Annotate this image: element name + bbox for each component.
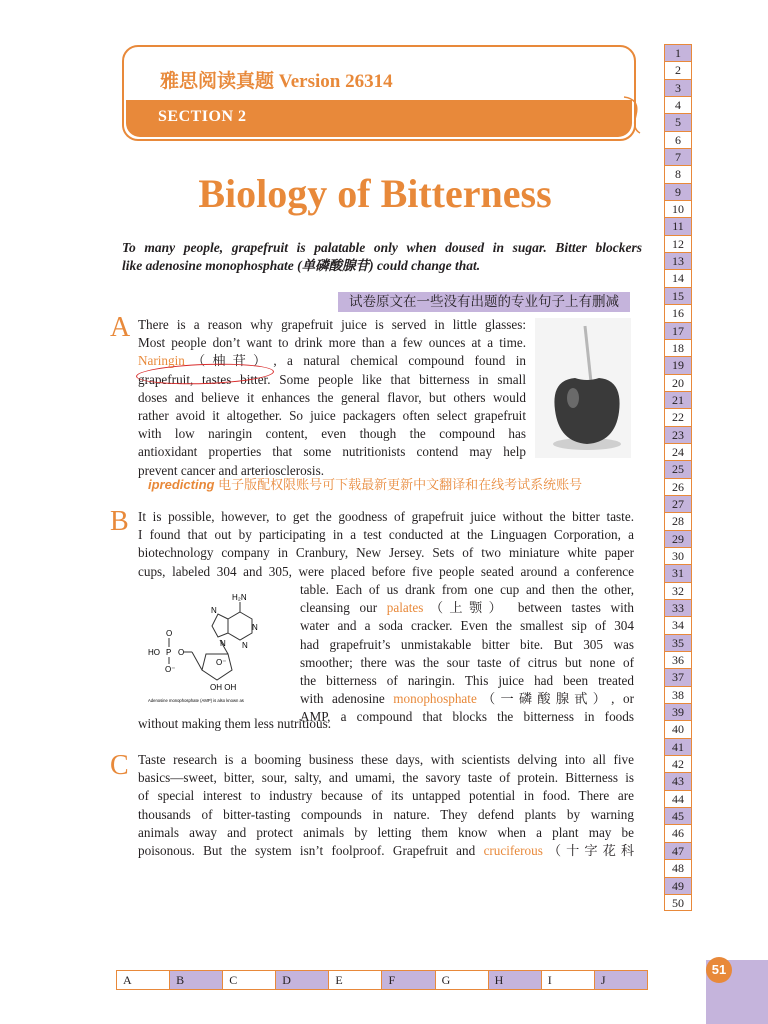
question-number-cell[interactable]: 18 bbox=[664, 339, 692, 356]
question-number-cell[interactable]: 27 bbox=[664, 495, 692, 512]
answer-letter-cell[interactable]: H bbox=[488, 970, 541, 990]
question-number-cell[interactable]: 7 bbox=[664, 148, 692, 165]
text-line: with low naringin content, even though the compound has bbox=[138, 426, 526, 442]
molecule-label: H₂N bbox=[232, 593, 247, 602]
watermark-text: 电子版配权限账号可下载最新更新中文翻译和在线考试系统账号 bbox=[214, 477, 583, 492]
question-number-cell[interactable]: 31 bbox=[664, 564, 692, 581]
question-number-cell[interactable]: 16 bbox=[664, 304, 692, 321]
question-number-cell[interactable]: 41 bbox=[664, 738, 692, 755]
text-line: doses and believe it enhances the general flavor, but others would bbox=[138, 389, 526, 405]
text-fragment: poisonous. But the system isn’t foolproof. Grapefruit and bbox=[138, 843, 484, 859]
question-number-cell[interactable]: 13 bbox=[664, 252, 692, 269]
text-line: had grapefruit’s unmistakable bitter bite. But 305 was bbox=[300, 636, 634, 652]
question-number-cell[interactable]: 21 bbox=[664, 391, 692, 408]
header-curl-icon bbox=[622, 95, 642, 135]
question-number-cell[interactable]: 25 bbox=[664, 460, 692, 477]
text-line: cups, labeled 304 and 305, were placed before five people seated around a conference bbox=[138, 563, 634, 579]
question-number-cell[interactable]: 9 bbox=[664, 183, 692, 200]
header-title: 雅思阅读真题 Version 26314 bbox=[160, 71, 393, 92]
paragraph-letter-b: B bbox=[110, 506, 129, 537]
answer-letter-cell[interactable]: D bbox=[275, 970, 328, 990]
question-number-cell[interactable]: 2 bbox=[664, 61, 692, 78]
term-naringin: Naringin bbox=[138, 353, 185, 369]
text-fragment: （上颚） between tastes with bbox=[423, 600, 634, 616]
text-line: water and a soda cracker. Even the smallest sip of 304 bbox=[300, 618, 634, 634]
question-number-cell[interactable]: 42 bbox=[664, 755, 692, 772]
molecule-label: O⁻ bbox=[165, 665, 176, 674]
paragraph-letter-a: A bbox=[110, 312, 131, 343]
molecule-caption: Adenosine monophosphate (AMP) is also known as bbox=[148, 698, 244, 703]
question-number-cell[interactable]: 29 bbox=[664, 530, 692, 547]
question-number-cell[interactable]: 50 bbox=[664, 894, 692, 911]
question-number-cell[interactable]: 45 bbox=[664, 807, 692, 824]
question-number-cell[interactable]: 46 bbox=[664, 824, 692, 841]
question-number-cell[interactable]: 19 bbox=[664, 356, 692, 373]
candy-apple-image bbox=[535, 318, 631, 458]
text-line: smoother; there was the sour taste of citrus but none of bbox=[300, 654, 634, 670]
text-line: table. Each of us drank from one cup and then the other, bbox=[300, 582, 634, 597]
question-number-cell[interactable]: 43 bbox=[664, 772, 692, 789]
article-title: Biology of Bitterness bbox=[198, 171, 552, 216]
deletion-notice: 试卷原文在一些没有出题的专业句子上有删减 bbox=[338, 292, 630, 312]
question-number-cell[interactable]: 30 bbox=[664, 547, 692, 564]
answer-letter-cell[interactable]: A bbox=[116, 970, 169, 990]
molecule-label: N bbox=[252, 623, 258, 632]
text-line: animals away and protect animals by letting them know when a plant may be bbox=[138, 824, 634, 840]
question-number-cell[interactable]: 6 bbox=[664, 131, 692, 148]
question-number-cell[interactable]: 1 bbox=[664, 44, 692, 61]
paragraph-letter-c: C bbox=[110, 750, 129, 781]
text-line: prevent cancer and arteriosclerosis. bbox=[138, 462, 324, 478]
answer-letter-cell[interactable]: C bbox=[222, 970, 275, 990]
question-number-cell[interactable]: 17 bbox=[664, 322, 692, 339]
text-line: grapefruit, tastes bitter. Some people like that bitterness in small bbox=[138, 371, 526, 387]
page-number: 51 bbox=[706, 957, 732, 983]
amp-molecule-diagram bbox=[148, 590, 296, 710]
text-line: There is a reason why grapefruit juice is served in little glasses: bbox=[138, 317, 526, 332]
molecule-label: HO bbox=[148, 648, 160, 657]
subtitle-line: To many people, grapefruit is palatable only when doused in sugar. Bitter blockers bbox=[122, 240, 642, 255]
question-number-cell[interactable]: 40 bbox=[664, 720, 692, 737]
question-number-cell[interactable]: 5 bbox=[664, 113, 692, 130]
question-number-cell[interactable]: 34 bbox=[664, 616, 692, 633]
text-line: antioxidant properties that some nutritionists contend may help bbox=[138, 444, 526, 460]
question-number-column bbox=[664, 44, 692, 911]
answer-letter-cell[interactable]: J bbox=[594, 970, 648, 990]
question-number-cell[interactable]: 28 bbox=[664, 512, 692, 529]
molecule-label: P bbox=[166, 648, 172, 657]
molecule-label: N bbox=[211, 606, 217, 615]
question-number-cell[interactable]: 14 bbox=[664, 269, 692, 286]
question-number-cell[interactable]: 20 bbox=[664, 374, 692, 391]
text-line: AMP, a compound that blocks the bitterness in foods bbox=[300, 709, 634, 725]
molecule-label: N bbox=[220, 639, 226, 648]
question-number-cell[interactable]: 24 bbox=[664, 443, 692, 460]
section-label: SECTION 2 bbox=[158, 108, 247, 125]
question-number-cell[interactable]: 36 bbox=[664, 651, 692, 668]
molecule-label: N bbox=[242, 641, 248, 650]
question-number-cell[interactable]: 12 bbox=[664, 235, 692, 252]
text-line bbox=[300, 690, 634, 708]
text-line bbox=[138, 842, 634, 860]
term-cruciferous: cruciferous bbox=[483, 843, 543, 859]
question-number-cell[interactable]: 26 bbox=[664, 478, 692, 495]
text-fragment: （一磷酸腺甙）, or bbox=[476, 691, 634, 707]
text-line: It is possible, however, to get the goodness of grapefruit juice without the bitter taste. bbox=[138, 509, 634, 524]
text-line: the bitterness of naringin. This juice had been treated bbox=[300, 673, 634, 689]
term-palates: palates bbox=[386, 600, 424, 616]
text-line: without making them less nutritious. bbox=[138, 716, 332, 731]
answer-letter-row bbox=[116, 970, 648, 990]
question-number-cell[interactable]: 44 bbox=[664, 790, 692, 807]
answer-letter-cell[interactable]: B bbox=[169, 970, 222, 990]
question-number-cell[interactable]: 38 bbox=[664, 686, 692, 703]
question-number-cell[interactable]: 23 bbox=[664, 426, 692, 443]
paragraph-a bbox=[138, 316, 526, 480]
answer-letter-cell[interactable]: F bbox=[381, 970, 434, 990]
text-line: Most people don’t want to drink more than a few ounces at a time. bbox=[138, 335, 526, 351]
paragraph-b-bottom bbox=[138, 715, 634, 733]
paragraph-b-top bbox=[138, 508, 634, 581]
text-line: biotechnology company in Cranbury, New Jersey. Sets of two miniature white paper bbox=[138, 545, 634, 561]
molecule-label: O bbox=[166, 629, 173, 638]
question-number-cell[interactable]: 49 bbox=[664, 877, 692, 894]
question-number-cell[interactable]: 33 bbox=[664, 599, 692, 616]
text-fragment: cleansing our bbox=[300, 600, 387, 616]
subtitle-line: like adenosine monophosphate (单磷酸腺苷) could change that. bbox=[122, 258, 481, 273]
question-number-cell[interactable]: 8 bbox=[664, 165, 692, 182]
answer-letter-cell[interactable]: I bbox=[541, 970, 594, 990]
question-number-cell[interactable]: 3 bbox=[664, 79, 692, 96]
text-line: I found that out by participating in a test conducted at the Linguagen Corporation, a bbox=[138, 527, 634, 543]
question-number-cell[interactable]: 48 bbox=[664, 859, 692, 876]
text-line: basics—sweet, bitter, sour, salty, and umami, the savory taste of protein. Bitterness is bbox=[138, 770, 634, 786]
molecule-label: O bbox=[178, 648, 185, 657]
question-number-cell[interactable]: 11 bbox=[664, 217, 692, 234]
question-number-cell[interactable]: 4 bbox=[664, 96, 692, 113]
article-subtitle bbox=[122, 239, 642, 275]
question-number-cell[interactable]: 47 bbox=[664, 842, 692, 859]
term-monophosphate: monophosphate bbox=[393, 691, 477, 707]
answer-letter-cell[interactable]: E bbox=[328, 970, 381, 990]
text-fragment: （柚苷）, a natural chemical compound found in bbox=[184, 353, 526, 369]
question-number-cell[interactable]: 39 bbox=[664, 703, 692, 720]
text-fragment: （十字花科 bbox=[542, 843, 635, 859]
question-number-cell[interactable]: 10 bbox=[664, 200, 692, 217]
text-fragment: with adenosine bbox=[300, 691, 394, 707]
question-number-cell[interactable]: 22 bbox=[664, 408, 692, 425]
molecule-label: O⁻ bbox=[216, 658, 227, 667]
text-line: thousands of bitter-tasting compounds in nature. They defend plants by warning bbox=[138, 806, 634, 822]
paragraph-b-right bbox=[300, 581, 634, 727]
text-line bbox=[300, 599, 634, 617]
question-number-cell[interactable]: 32 bbox=[664, 582, 692, 599]
molecule-label: OH OH bbox=[210, 683, 237, 692]
answer-letter-cell[interactable]: G bbox=[435, 970, 488, 990]
paragraph-c bbox=[138, 751, 634, 860]
question-number-cell[interactable]: 37 bbox=[664, 668, 692, 685]
question-number-cell[interactable]: 15 bbox=[664, 287, 692, 304]
text-line: Taste research is a booming business these days, with scientists delving into all five bbox=[138, 752, 634, 767]
text-line: rather avoid it altogether. So juice packagers often select grapefruit bbox=[138, 408, 526, 424]
watermark-brand: ipredicting bbox=[148, 477, 215, 492]
question-number-cell[interactable]: 35 bbox=[664, 634, 692, 651]
watermark-line bbox=[148, 474, 582, 493]
text-line: of special interest to industry because of its untapped potential in food. There are bbox=[138, 788, 634, 804]
